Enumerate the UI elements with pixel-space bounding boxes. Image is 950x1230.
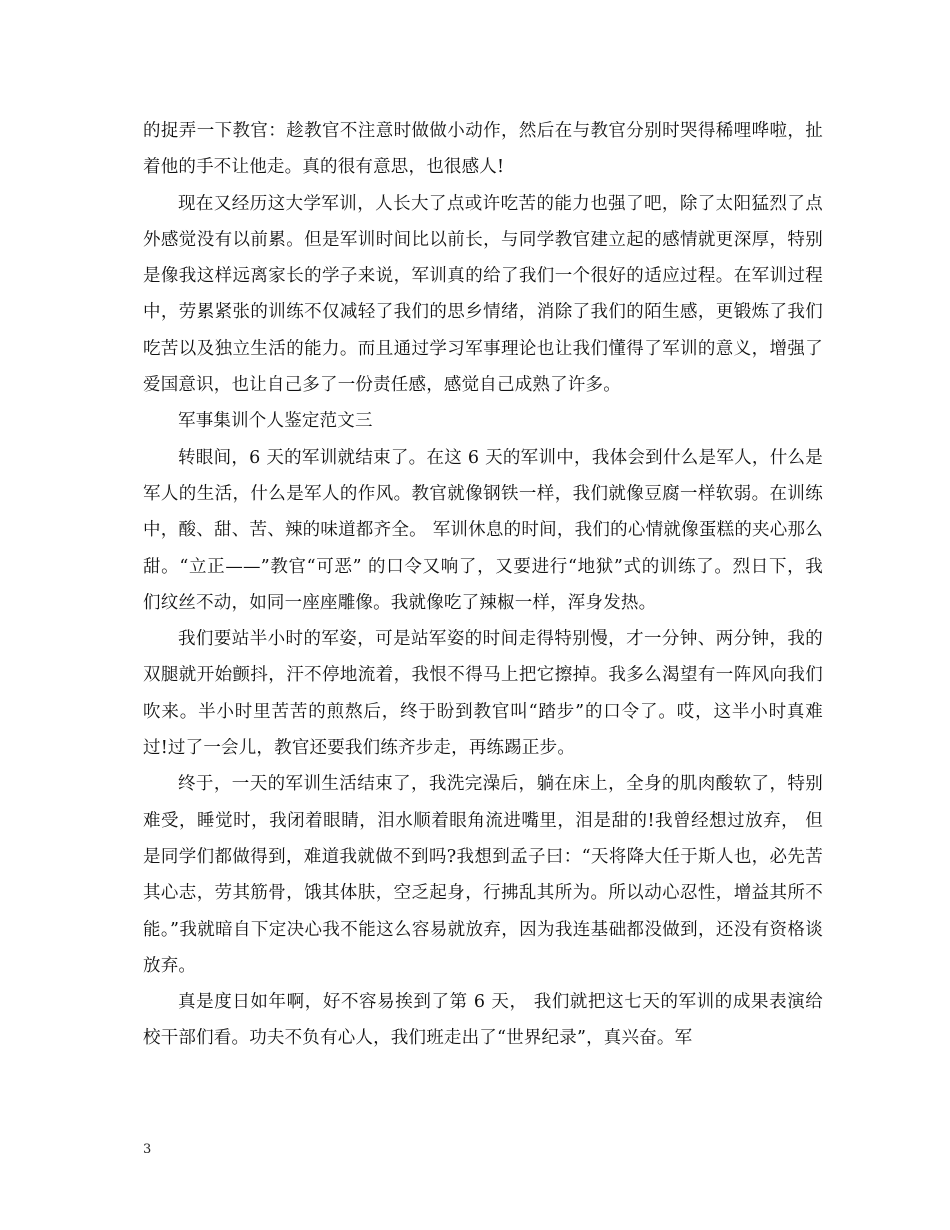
paragraph: 转眼间，6 天的军训就结束了。在这 6 天的军训中，我体会到什么是军人，什么是军人的生活，什么是军人的作风。教官就像钢铁一样，我们就像豆腐一样软弱。在训练中，酸、甜、苦、辣的味道都齐全。 军训休息的时间，我们的心情就像蛋糕的夹心那么甜。“立正——”教官“可恶” 的口令又响了，又要进行“地狱”式的训练了。烈日下，我们纹丝不动，如同一座座雕像。我就像吃了辣椒一样，浑身发热。: [143, 447, 823, 613]
paragraph: 真是度日如年啊，好不容易挨到了第 6 天， 我们就把这七天的军训的成果表演给校干部们看。功夫不负有心人，我们班走出了“世界纪录”，真兴奋。军: [143, 992, 823, 1049]
paragraph: 终于，一天的军训生活结束了，我洗完澡后，躺在床上，全身的肌肉酸软了，特别难受，睡觉时，我闭着眼睛，泪水顺着眼角流进嘴里，泪是甜的!我曾经想过放弃， 但是同学们都做得到，难道我就做不到吗?我想到孟子曰：“天将降大任于斯人也，必先苦其心志，劳其筋骨，饿其体肤，空乏起身，行拂乱其所为。所以动心忍性，增益其所不能。”我就暗自下定决心我不能这么容易就放弃，因为我连基础都没做到，还没有资格谈放弃。: [143, 774, 823, 976]
paragraph-continued: 的捉弄一下教官：趁教官不注意时做做小动作，然后在与教官分别时哭得稀哩哗啦，扯着他的手不让他走。真的很有意思，也很感人!: [143, 121, 823, 178]
paragraph: 现在又经历这大学军训，人长大了点或许吃苦的能力也强了吧，除了太阳猛烈了点外感觉没有以前累。但是军训时间比以前长，与同学教官建立起的感情就更深厚，特别是像我这样远离家长的学子来说，军训真的给了我们一个很好的适应过程。在军训过程中，劳累紧张的训练不仅减轻了我们的思乡情绪，消除了我们的陌生感，更锻炼了我们吃苦以及独立生活的能力。而且通过学习军事理论也让我们懂得了军训的意义，增强了爱国意识，也让自己多了一份责任感，感觉自己成熟了许多。: [143, 193, 823, 396]
page-body: [143, 113, 823, 1057]
section-heading: 军事集训个人鉴定范文三: [178, 411, 373, 432]
page-number: 3: [143, 1142, 152, 1157]
paragraph: 我们要站半小时的军姿，可是站军姿的时间走得特别慢，才一分钟、两分钟，我的双腿就开始颤抖，汗不停地流着，我恨不得马上把它擦掉。我多么渴望有一阵风向我们吹来。半小时里苦苦的煎熬后，终于盼到教官叫“踏步”的口令了。哎，这半小时真难过!过了一会儿，教官还要我们练齐步走，再练踢正步。: [143, 629, 823, 759]
